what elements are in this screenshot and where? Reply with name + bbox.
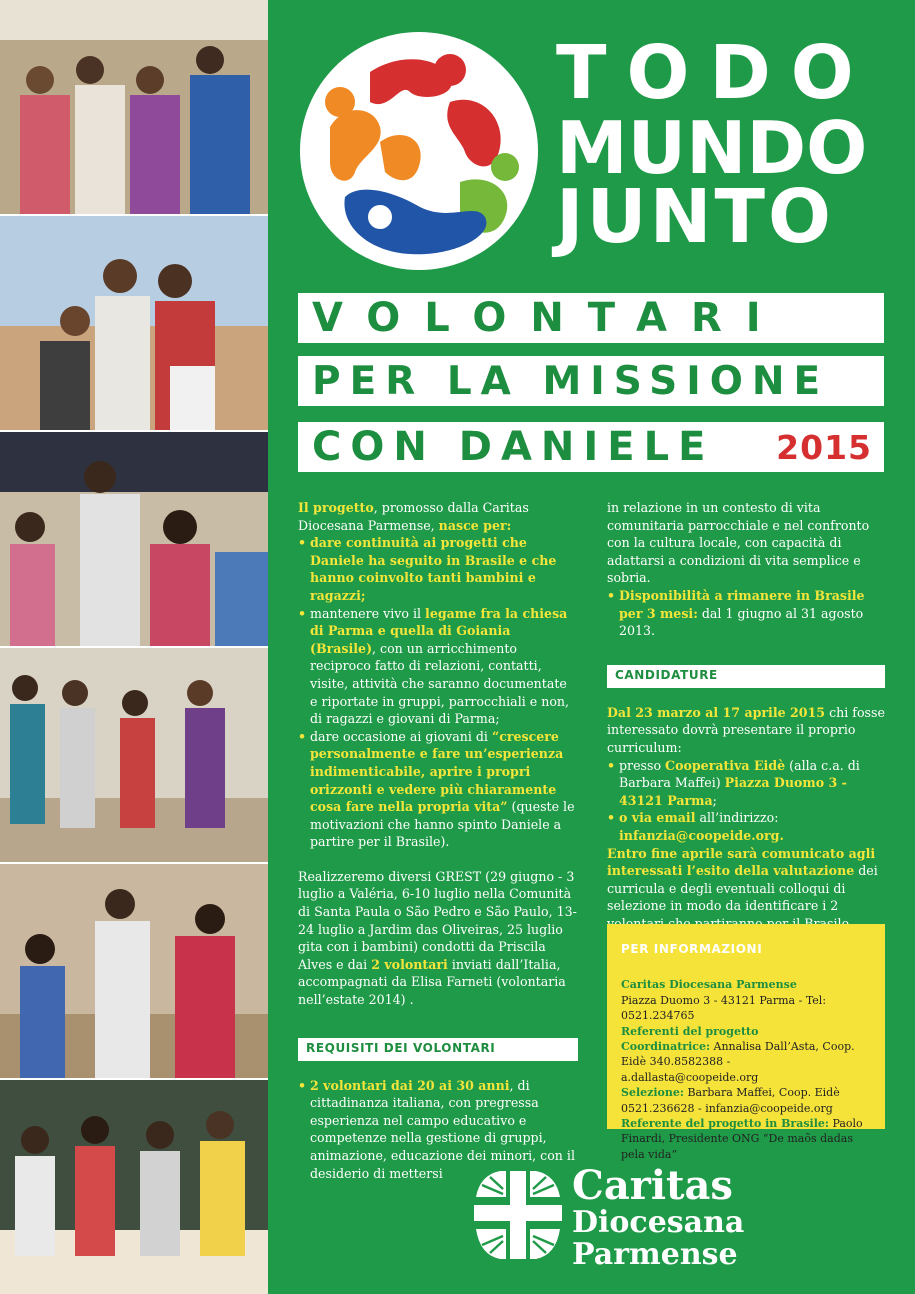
in-person-address: Piazza Duomo 3 - 43121 Parma xyxy=(619,775,847,808)
in-person-text-c: (alla c.a. di Barbara Maffei) xyxy=(619,757,860,791)
availability-highlight: Disponibilità a rimanere in Brasile per 3 mesi: xyxy=(619,587,865,621)
goal-item-bond xyxy=(298,605,578,728)
brazil-referent-value: Paolo Finardi, Presidente ONG “De maõs dadas pela vida” xyxy=(621,1117,863,1161)
left-text-column xyxy=(298,499,578,1182)
availability-list xyxy=(607,587,885,640)
candidature-item-email xyxy=(607,809,885,844)
email-text: all’indirizzo: xyxy=(695,810,779,826)
intro-nasce-label: nasce per: xyxy=(438,517,512,533)
coordinator-label: Coordinatrice: xyxy=(621,1040,711,1054)
candidature-text: chi fosse interessato dovrà presentare il proprio curriculum: xyxy=(607,704,885,755)
banner-missione-text: PER LA MISSIONE xyxy=(312,358,830,404)
availability-item xyxy=(607,587,885,640)
outcome-text: dei curricula e degli eventuali colloqui di selezione in modo da identificare i 2 xyxy=(607,863,878,914)
logo-title-line3: JUNTO xyxy=(556,174,834,260)
grest-volunteers-highlight: 2 volontari xyxy=(371,956,448,972)
grest-text-c: inviati dall’Italia, accompagnati da Elisa Farneti (volontaria nell’estate 2014) . xyxy=(298,956,566,1008)
info-address: Piazza Duomo 3 - 43121 Parma - Tel: 0521.234765 xyxy=(621,993,827,1023)
photo-classroom xyxy=(0,1080,268,1294)
goal-item-continuity xyxy=(298,534,578,604)
photo-group-wall xyxy=(0,648,268,862)
coordinator-value: Annalisa Dall’Asta, Coop. Eidè 340.8582388 - a.dallasta@coopeide.org xyxy=(621,1040,855,1084)
goal-continuity-text: dare continuità ai progetti che Daniele ha seguito in Brasile e che hanno coinvolto tanti bambini e ragazzi; xyxy=(310,535,557,603)
intro-paragraph xyxy=(298,499,578,534)
requirements-heading: REQUISITI DEI VOLONTARI xyxy=(298,1038,578,1061)
photo-volunteers-child xyxy=(0,216,268,430)
photo-kids-group xyxy=(0,432,268,646)
intro-project-label: Il progetto xyxy=(298,500,374,515)
selection-label: Selezione: xyxy=(621,1086,684,1100)
banner-volontari xyxy=(298,293,884,343)
banner-volontari-text: VOLONTARI xyxy=(312,295,785,341)
goal-youth-text-c: (queste le motivazioni che hanno spinto Daniele a partire per il Brasile). xyxy=(310,799,575,850)
info-box xyxy=(607,924,885,1161)
goal-bond-highlight: legame fra la chiesa di Parma e quella di Goiania (Brasile) xyxy=(310,605,568,656)
banner-daniele xyxy=(298,422,884,472)
in-person-coop: Cooperativa Eidè xyxy=(665,757,786,773)
selection-value: Barbara Maffei, Coop. Eidè 0521.236628 - infanzia@coopeide.org xyxy=(621,1086,840,1115)
caritas-line2: Diocesana xyxy=(572,1205,745,1240)
banner-daniele-text: CON DANIELE xyxy=(312,424,715,470)
candidature-dates: Dal 23 marzo al 17 aprile 2015 xyxy=(607,704,826,720)
caritas-line1: Caritas xyxy=(572,1162,733,1209)
email-link[interactable]: infanzia@coopeide.org. xyxy=(619,827,784,843)
goals-list xyxy=(298,534,578,851)
requirement-highlight: 2 volontari dai 20 ai 30 anni xyxy=(310,1077,510,1093)
candidature-heading: CANDIDATURE xyxy=(607,665,885,688)
photo-strip xyxy=(0,0,268,1294)
email-label: o via email xyxy=(619,810,696,826)
candidature-list xyxy=(607,757,885,845)
todo-mundo-junto-logo xyxy=(300,32,538,270)
brazil-referent-label: Referente del progetto in Brasile: xyxy=(621,1117,829,1131)
caritas-wordmark xyxy=(572,1162,745,1272)
right-text-column xyxy=(607,499,885,932)
goal-youth-text-a: dare occasione ai giovani di xyxy=(310,728,492,744)
availability-dates: dal 1 giugno al 31 agosto 2013. xyxy=(619,605,864,639)
in-person-text-a: presso xyxy=(619,757,666,773)
in-person-end: ; xyxy=(712,792,717,808)
requirement-text: , di cittadinanza italiana, con pregressa esperienza nel campo educativo e competenze nella gestione di gruppi, animazione, educazione dei minori, con il desiderio di mettersi xyxy=(310,1077,575,1181)
photo-group-party xyxy=(0,0,268,214)
info-selection xyxy=(621,1085,871,1116)
grest-text-a: Realizzeremo diversi GREST (29 giugno - 3 luglio a Valéria, 6-10 luglio nella Comunità di Santa Paula o São Pedro e São Paulo, 13-24 luglio a Jardim das Oliveiras, 25 luglio gita con i bambini) condotti da Priscila Alves e dai xyxy=(298,868,577,972)
info-referents-label: Referenti del progetto xyxy=(621,1024,759,1038)
banner-missione xyxy=(298,356,884,406)
outcome-paragraph xyxy=(607,845,885,933)
caritas-line3: Parmense xyxy=(572,1237,738,1272)
info-org: Caritas Diocesana Parmense xyxy=(621,978,797,992)
logo-title-line2: MUNDO xyxy=(556,106,868,190)
requirements-continued: in relazione in un contesto di vita comunitaria parrocchiale e nel confronto con la cultura locale, con capacità di adattarsi a condizioni di vita semplice e sobria. xyxy=(607,500,870,586)
goal-youth-quote: “crescere personalmente e fare un’esperienza indimenticabile, aprire i propri orizzonti e vedere più chiaramente cosa fare nella propria vita” xyxy=(310,728,564,815)
goal-bond-text-c: , con un arricchimento reciproco fatto di relazioni, contatti, visite, attività che saranno documentate e riportate in gruppi, parrocchiali e non, di ragazzi e giovani di Parma; xyxy=(310,640,570,727)
outcome-highlight: Entro fine aprile sarà comunicato agli interessati l’esito della valutazione xyxy=(607,845,876,879)
info-coordinator xyxy=(621,1039,871,1085)
info-heading: PER INFORMAZIONI xyxy=(621,942,763,956)
goal-item-youth xyxy=(298,728,578,851)
candidature-item-in-person xyxy=(607,757,885,810)
goal-bond-text-a: mantenere vivo il xyxy=(310,605,426,621)
info-brazil-referent xyxy=(621,1116,871,1162)
grest-paragraph xyxy=(298,868,578,1009)
caritas-cross-icon xyxy=(470,1167,566,1263)
candidature-paragraph xyxy=(607,704,885,757)
banner-year: 2015 xyxy=(776,427,872,467)
photo-kids-yard xyxy=(0,864,268,1078)
logo-title-line1: TODO xyxy=(556,30,874,116)
intro-text: , promosso dalla Caritas Diocesana Parmense, xyxy=(298,500,529,533)
